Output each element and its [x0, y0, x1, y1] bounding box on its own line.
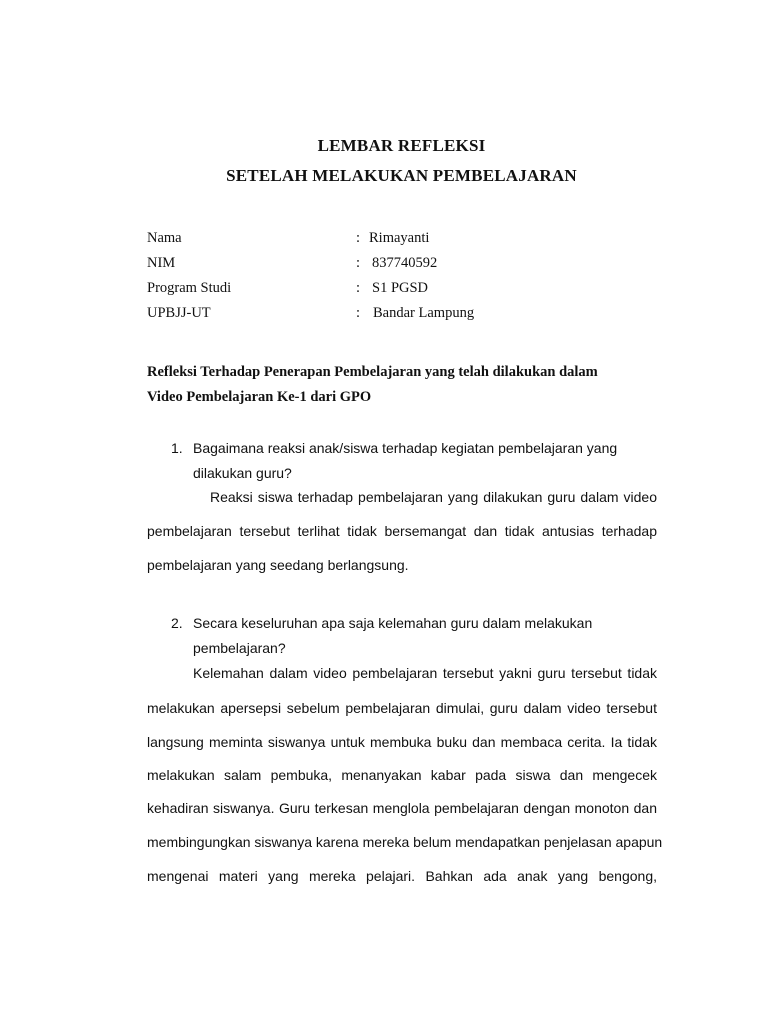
info-label: Program Studi: [147, 280, 232, 296]
section-heading-line-1: Refleksi Terhadap Penerapan Pembelajaran yang telah dilakukan dalam: [147, 364, 598, 380]
document-title-line-2: SETELAH MELAKUKAN PEMBELAJARAN: [226, 166, 577, 185]
answer-line: melakukan apersepsi sebelum pembelajaran dimulai, guru dalam video tersebut: [147, 700, 657, 716]
info-row-nim: [147, 255, 667, 275]
info-row-upbjj: [147, 305, 667, 325]
question-text-line: Bagaimana reaksi anak/siswa terhadap kegiatan pembelajaran yang: [193, 440, 618, 456]
question-text-line: dilakukan guru?: [193, 465, 292, 481]
answer-line: kehadiran siswanya. Guru terkesan menglola pembelajaran dengan monoton dan: [147, 800, 657, 816]
document-title-line-1: LEMBAR REFLEKSI: [317, 136, 486, 155]
info-label: UPBJJ-UT: [147, 305, 211, 321]
answer-line: pembelajaran tersebut terlihat tidak bersemangat dan tidak antusias terhadap: [147, 523, 657, 539]
info-value: S1 PGSD: [372, 280, 429, 296]
answer-line: membingungkan siswanya karena mereka belum mendapatkan penjelasan apapun: [147, 834, 663, 850]
answer-line: Kelemahan dalam video pembelajaran tersebut yakni guru tersebut tidak: [193, 665, 657, 681]
info-colon: :: [356, 305, 361, 321]
answer-line: langsung meminta siswanya untuk membuka buku dan membaca cerita. Ia tidak: [147, 734, 657, 750]
question-text-line: pembelajaran?: [193, 640, 286, 656]
question-number: 2.: [171, 615, 183, 631]
info-value: 837740592: [372, 255, 438, 271]
info-label: Nama: [147, 230, 182, 246]
question-text-line: Secara keseluruhan apa saja kelemahan guru dalam melakukan: [193, 615, 593, 631]
info-row-program-studi: [147, 280, 667, 300]
answer-line: pembelajaran yang seedang berlangsung.: [147, 557, 409, 573]
info-value: Bandar Lampung: [373, 305, 475, 321]
info-colon: :: [356, 280, 361, 296]
info-colon: :: [356, 255, 361, 271]
info-label: NIM: [147, 255, 176, 271]
info-row-nama: [147, 230, 667, 250]
section-heading-line-2: Video Pembelajaran Ke-1 dari GPO: [147, 389, 372, 405]
question-number: 1.: [171, 440, 183, 456]
answer-line: mengenai materi yang mereka pelajari. Bahkan ada anak yang bengong,: [147, 868, 657, 884]
info-colon: :: [356, 230, 361, 246]
answer-line: melakukan salam pembuka, menanyakan kabar pada siswa dan mengecek: [147, 767, 657, 783]
info-value: Rimayanti: [369, 230, 430, 246]
answer-line: Reaksi siswa terhadap pembelajaran yang dilakukan guru dalam video: [210, 489, 657, 505]
